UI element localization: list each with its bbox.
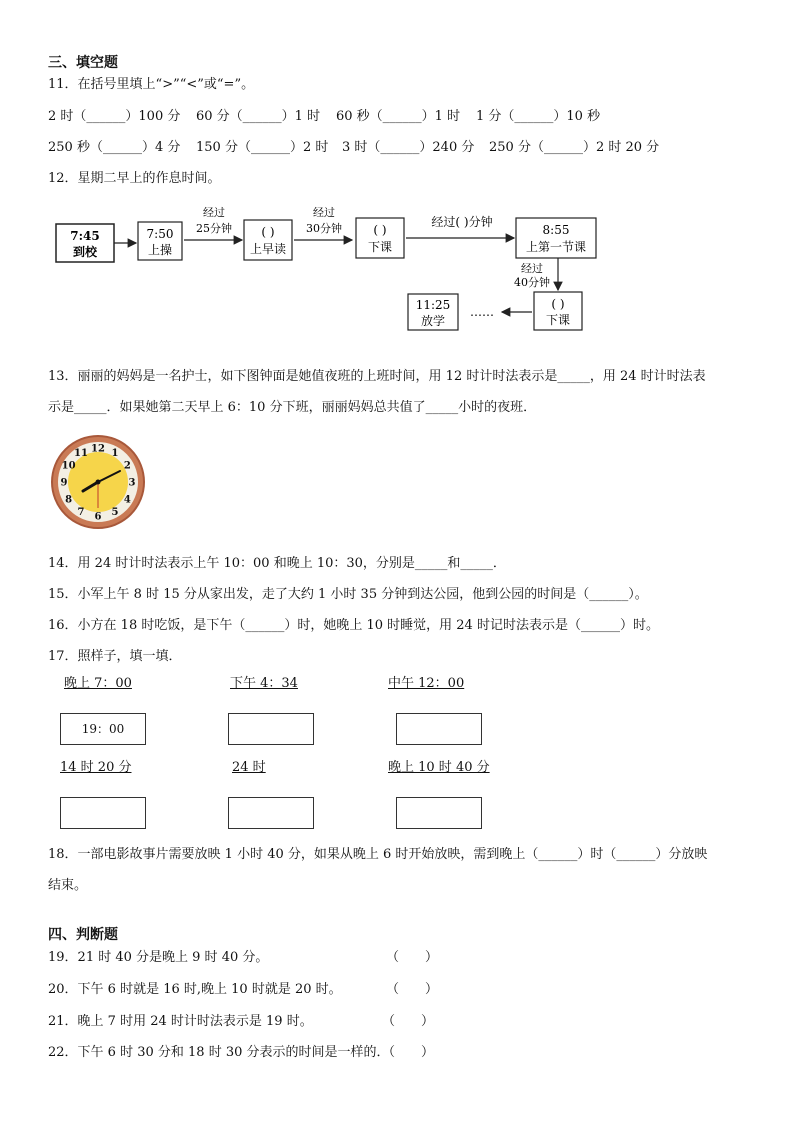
q17-label-5: 24 时	[232, 760, 266, 775]
q17-answer-box-4[interactable]	[60, 797, 146, 829]
q11-item-7: 3 时（______）240 分	[342, 140, 475, 155]
q17-label-1: 晚上 7：00	[64, 676, 132, 691]
clock-number-2: 2	[123, 460, 131, 472]
schedule-box-reading-time: ( )	[261, 225, 275, 239]
arrow-4-label-bottom: 40分钟	[514, 276, 550, 289]
section-title-judgement: 四、判断题	[48, 927, 118, 943]
q17-label-6: 晚上 10 时 40 分	[388, 760, 490, 775]
section-title-fill-in: 三、填空题	[48, 55, 118, 71]
arrow-4-label-top: 经过	[521, 262, 543, 275]
q18-line1: 18．一部电影故事片需要放映 1 小时 40 分，如果从晚上 6 时开始放映，需到晚上（______）时（______）分放映	[48, 847, 708, 862]
schedule-ellipsis: ……	[470, 305, 494, 319]
q19-text: 19．21 时 40 分是晚上 9 时 40 分。	[48, 950, 269, 965]
q11-item-5: 250 秒（______）4 分	[48, 140, 181, 155]
q22-text: 22．下午 6 时 30 分和 18 时 30 分表示的时间是一样的．	[48, 1045, 390, 1060]
q13-line2: 示是_____．如果她第二天早上 6：10 分下班，丽丽妈妈总共值了_____小时的夜班．	[48, 400, 537, 415]
q21-text: 21．晚上 7 时用 24 时计时法表示是 19 时。	[48, 1014, 313, 1029]
arrow-1-label-bottom: 25分钟	[196, 222, 232, 235]
q20-answer-mark[interactable]: （ ）	[386, 982, 439, 997]
q11-item-8: 250 分（______）2 时 20 分	[489, 140, 660, 155]
clock-number-7: 7	[77, 506, 85, 518]
arrow-3-label: 经过( )分钟	[431, 215, 493, 229]
schedule-box-dismiss-label: 放学	[420, 314, 446, 328]
clock-number-11: 11	[74, 448, 88, 460]
q16-text: 16．小方在 18 时吃饭，是下午（______）时，她晚上 10 时睡觉，用 24 时记时法表示是（______）时。	[48, 618, 659, 633]
q17-answer-box-example: 19：00	[60, 713, 146, 745]
schedule-box-first-class-time: 8:55	[542, 223, 570, 237]
schedule-box-over2-time: ( )	[551, 297, 565, 311]
q12-prompt: 12．星期二早上的作息时间。	[48, 171, 221, 186]
clock-number-3: 3	[128, 477, 136, 489]
q17-label-2: 下午 4：34	[230, 676, 298, 691]
schedule-box-first-class-label: 上第一节课	[525, 240, 587, 254]
arrow-2-label-bottom: 30分钟	[306, 222, 342, 235]
q11-item-3: 60 秒（______）1 时	[336, 109, 461, 124]
q14-text: 14．用 24 时计时法表示上午 10：00 和晚上 10：30，分别是_____和_____．	[48, 556, 506, 571]
q17-answer-box-6[interactable]	[396, 797, 482, 829]
schedule-box-reading-label: 上早读	[249, 242, 287, 256]
schedule-box-arrive-label: 到校	[72, 245, 98, 259]
clock-number-10: 10	[61, 460, 76, 472]
q17-answer-box-5[interactable]	[228, 797, 314, 829]
q17-label-3: 中午 12：00	[388, 676, 465, 691]
schedule-box-dismiss-time: 11:25	[415, 298, 451, 312]
q17-label-4: 14 时 20 分	[60, 760, 132, 775]
schedule-box-over1-time: ( )	[373, 223, 387, 237]
schedule-box-over2-label: 下课	[545, 313, 571, 327]
schedule-box-arrive-time: 7:45	[70, 229, 100, 243]
q18-line2: 结束。	[48, 878, 88, 893]
clock-number-4: 4	[123, 494, 131, 506]
q13-line1: 13．丽丽的妈妈是一名护士，如下图钟面是她值夜班的上班时间，用 12 时计时法表示是_____，用 24 时计时法表	[48, 369, 706, 384]
arrow-1-label-top: 经过	[203, 206, 225, 219]
schedule-box-over1-label: 下课	[367, 240, 393, 254]
q17-prompt: 17．照样子，填一填．	[48, 649, 182, 664]
q19-answer-mark[interactable]: （ ）	[386, 950, 439, 965]
q11-item-6: 150 分（______）2 时	[196, 140, 329, 155]
q17-answer-box-2[interactable]	[228, 713, 314, 745]
q11-item-1: 2 时（______）100 分	[48, 109, 181, 124]
q22-answer-mark[interactable]: （ ）	[382, 1045, 435, 1060]
clock-number-6: 6	[94, 511, 102, 523]
schedule-flow-diagram	[50, 200, 610, 340]
q15-text: 15．小军上午 8 时 15 分从家出发，走了大约 1 小时 35 分钟到达公园，他到公园的时间是（______）。	[48, 587, 648, 602]
arrow-2-label-top: 经过	[313, 206, 335, 219]
q21-answer-mark[interactable]: （ ）	[382, 1014, 435, 1029]
clock-number-9: 9	[60, 477, 68, 489]
q17-answer-box-3[interactable]	[396, 713, 482, 745]
schedule-box-exercise-label: 上操	[147, 243, 173, 257]
q11-prompt: 11．在括号里填上“>”“<”或“=”。	[48, 77, 255, 92]
q11-item-2: 60 分（______）1 时	[196, 109, 321, 124]
clock-number-12: 12	[91, 443, 105, 455]
clock-number-5: 5	[111, 506, 119, 518]
schedule-box-exercise-time: 7:50	[146, 227, 174, 241]
q20-text: 20．下午 6 时就是 16 时,晚上 10 时就是 20 时。	[48, 982, 342, 997]
wall-clock-image	[50, 434, 146, 530]
clock-number-8: 8	[65, 494, 73, 506]
q11-item-4: 1 分（______）10 秒	[476, 109, 601, 124]
clock-number-1: 1	[111, 448, 119, 460]
